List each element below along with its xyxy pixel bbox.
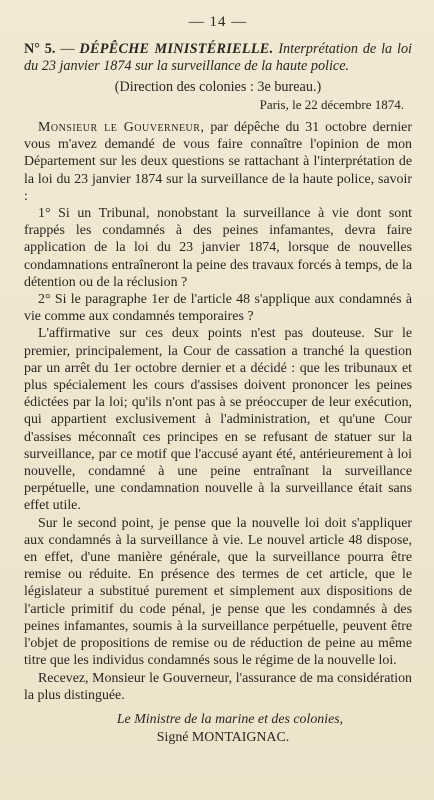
question-two: 2° Si le paragraphe 1er de l'article 48 s'applique aux condamnés à vie comme aux condamnés temporaires ? [24, 292, 412, 325]
salutation: Monsieur le Gouverneur, [38, 120, 205, 135]
signature-title: Le Ministre de la marine et des colonies, [116, 711, 344, 727]
answer-paragraph-two: Sur le second point, je pense que la nouvelle loi doit s'appliquer aux condamnés à la surveillance à vie. Le nouvel article 48 dispose, en effet, d'une manière générale, que la surveillance pourra être remise ou réduite. En présence des termes de cet article, que le législateur a substitué purement et simplement aux dispositions de l'article primitif du code pénal, je pense que les condamnés à des peines infamantes, soumis à la surveillance perpétuelle, peuvent être l'objet de propositions de remise ou de réduction de peine au même titre que les individus condamnés sous le régime de la nouvelle loi. [24, 515, 412, 669]
page-number: — 14 — [188, 14, 248, 30]
subheading: (Direction des colonies : 3e bureau.) [114, 79, 322, 95]
signature-name: Signé MONTAIGNAC. [156, 729, 290, 745]
heading-description: Interprétation de la loi du 23 janvier 1874 sur la surveillance de la haute police. [24, 41, 412, 74]
question-one: 1° Si un Tribunal, nonobstant la surveillance à vie dont sont frappés les condamnés à des peines infamantes, devra faire application de la loi du 23 janvier 1874, lorsque de nouvelles condamnations entraîneront la peine des travaux forcés à temps, de la détention ou de la réclusion ? [24, 206, 412, 290]
intro-paragraph [24, 119, 412, 205]
intro-text: par dépêche du 31 octobre dernier vous m'avez demandé de vous faire connaître l'opinion de mon Département sur les deux questions se rattachant à l'interprétation de la loi du 23 janvier 1874 sur la surveillance de la haute police, savoir : [24, 120, 412, 204]
heading-title: DÉPÊCHE MINISTÉRIELLE. [79, 41, 274, 57]
document-heading: N° 5. — DÉPÊCHE MINISTÉRIELLE. Interprétation de la loi du 23 janvier 1874 sur la surveillance de la haute police. [24, 41, 412, 74]
dateline: Paris, le 22 décembre 1874. [259, 97, 404, 112]
heading-number: N° 5. [24, 41, 56, 57]
closing-paragraph: Recevez, Monsieur le Gouverneur, l'assurance de ma considération la plus distinguée. [24, 670, 412, 703]
answer-paragraph-one: L'affirmative sur ces deux points n'est pas douteuse. Sur le premier, principalement, la Cour de cassation a tranché la question par un arrêt du 1er octobre dernier et a décidé : que les tribunaux et plus spécialement les cours d'assises doivent prononcer les peines édictées par la loi; qu'ils n'ont pas à se préoccuper de leur exécution, qui appartient exclusivement à l'administration, et qu'une Cour d'assises méconnaît ces principes en se refusant de statuer sur la surveillance, par ce motif que l'accusé ayant été, antérieurement à loi nouvelle, condamné à une peine entraînant la surveillance perpétuelle, une condamnation nouvelle à la surveillance était sans effet utile. [24, 326, 412, 514]
